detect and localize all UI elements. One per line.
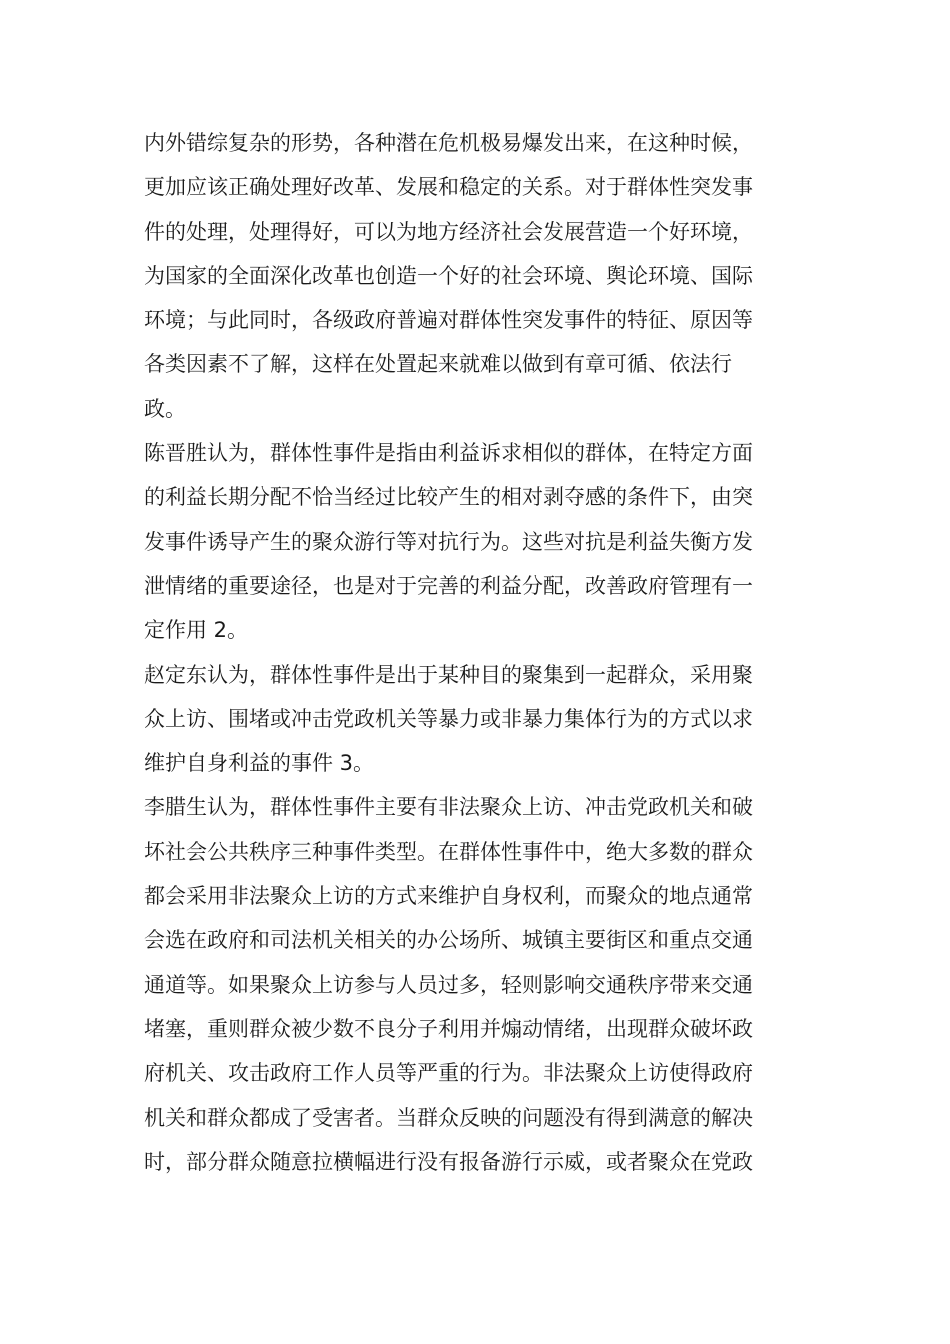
text-line: 政。 <box>144 396 186 421</box>
paragraph-zhao-dingdong <box>144 653 804 786</box>
text-line: 都会采用非法聚众上访的方式来维护自身权利，而聚众的地点通常 <box>144 884 753 909</box>
text-line: 环境；与此同时，各级政府普遍对群体性突发事件的特征、原因等 <box>144 308 753 333</box>
text-line: 发事件诱导产生的聚众游行等对抗行为。这些对抗是利益失衡方发 <box>144 529 753 554</box>
text-line: 的利益长期分配不恰当经过比较产生的相对剥夺感的条件下，由突 <box>144 485 753 510</box>
text-line: 府机关、攻击政府工作人员等严重的行为。非法聚众上访使得政府 <box>144 1061 753 1086</box>
paragraph-li-lasheng <box>144 785 804 1184</box>
text-line: 内外错综复杂的形势，各种潜在危机极易爆发出来，在这种时候， <box>144 131 753 155</box>
text-line: 会选在政府和司法机关相关的办公场所、城镇主要街区和重点交通 <box>144 928 753 953</box>
text-line: 堵塞，重则群众被少数不良分子利用并煽动情绪，出现群众破坏政 <box>144 1016 753 1041</box>
text-line: 泄情绪的重要途径，也是对于完善的利益分配，改善政府管理有一 <box>144 573 753 598</box>
text-line: 时，部分群众随意拉横幅进行没有报备游行示威，或者聚众在党政 <box>144 1149 753 1174</box>
text-line: 件的处理，处理得好，可以为地方经济社会发展营造一个好环境， <box>144 219 753 244</box>
text-line: 李腊生认为，群体性事件主要有非法聚众上访、冲击党政机关和破 <box>144 795 753 820</box>
text-line: 为国家的全面深化改革也创造一个好的社会环境、舆论环境、国际 <box>144 263 753 288</box>
text-line: 通道等。如果聚众上访参与人员过多，轻则影响交通秩序带来交通 <box>144 972 753 997</box>
paragraph-context <box>144 121 804 431</box>
text-line: 陈晋胜认为，群体性事件是指由利益诉求相似的群体，在特定方面 <box>144 441 753 466</box>
text-line: 维护自身利益的事件 3。 <box>144 751 375 776</box>
text-line: 坏社会公共秩序三种事件类型。在群体性事件中，绝大多数的群众 <box>144 839 753 864</box>
document-body <box>144 121 804 1184</box>
text-line: 各类因素不了解，这样在处置起来就难以做到有章可循、依法行 <box>144 352 732 377</box>
text-line: 众上访、围堵或冲击党政机关等暴力或非暴力集体行为的方式以求 <box>144 706 753 731</box>
text-line: 机关和群众都成了受害者。当群众反映的问题没有得到满意的解决 <box>144 1105 753 1130</box>
text-line: 赵定东认为，群体性事件是出于某种目的聚集到一起群众，采用聚 <box>144 662 753 687</box>
text-line: 更加应该正确处理好改革、发展和稳定的关系。对于群体性突发事 <box>144 175 753 200</box>
text-line: 定作用 2。 <box>144 618 249 643</box>
paragraph-chen-jinsheng <box>144 431 804 652</box>
